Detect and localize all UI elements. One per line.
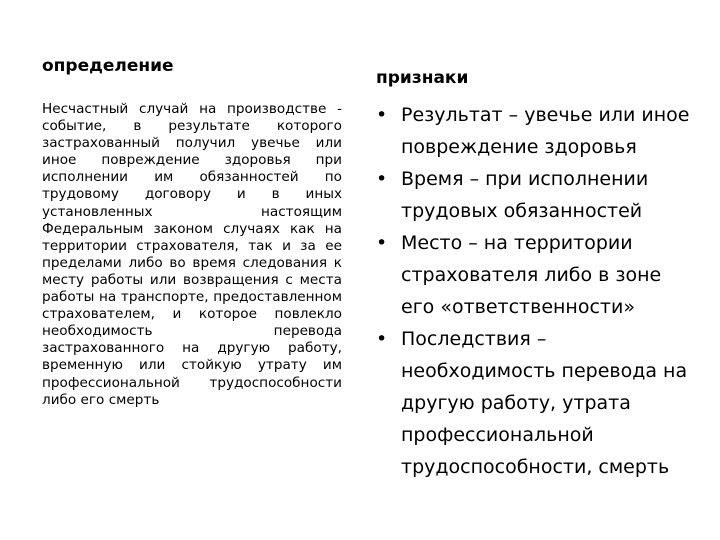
bullet-icon: • [376, 168, 388, 190]
bullet-icon: • [376, 328, 388, 350]
signs-list-item [376, 323, 696, 483]
definition-heading: определение [42, 56, 174, 76]
signs-heading: признаки [376, 68, 469, 88]
signs-list-item [376, 163, 696, 227]
signs-item-text: Последствия – необходимость перевода на другую работу, утрата профессиональной трудоспособности, смерть [401, 328, 688, 478]
signs-list-item [376, 99, 696, 163]
bullet-icon: • [376, 232, 388, 254]
signs-item-text: Результат – увечье или иное повреждение здоровья [401, 104, 690, 158]
signs-item-text: Место – на территории страхователя либо в зоне его «ответственности» [401, 232, 662, 318]
signs-list [376, 99, 696, 483]
definition-text: Несчастный случай на производстве - событие, в результате которого застрахованный получил увечье или иное повреждение здоровья при исполнении им обязанностей по трудовому договору и в иных установленных настоящим Федеральным законом случаях как на территории страхователя, так и за ее пределами либо во время следования к месту работы или возвращения с места работы на транспорте, предоставленном страхователем, и которое повлекло необходимость перевода застрахованного на другую работу, временную или стойкую утрату им профессиональной трудоспособности либо его смерть [42, 101, 342, 408]
signs-list-item [376, 227, 696, 323]
signs-item-text: Время – при исполнении трудовых обязанностей [401, 168, 649, 222]
bullet-icon: • [376, 104, 388, 126]
